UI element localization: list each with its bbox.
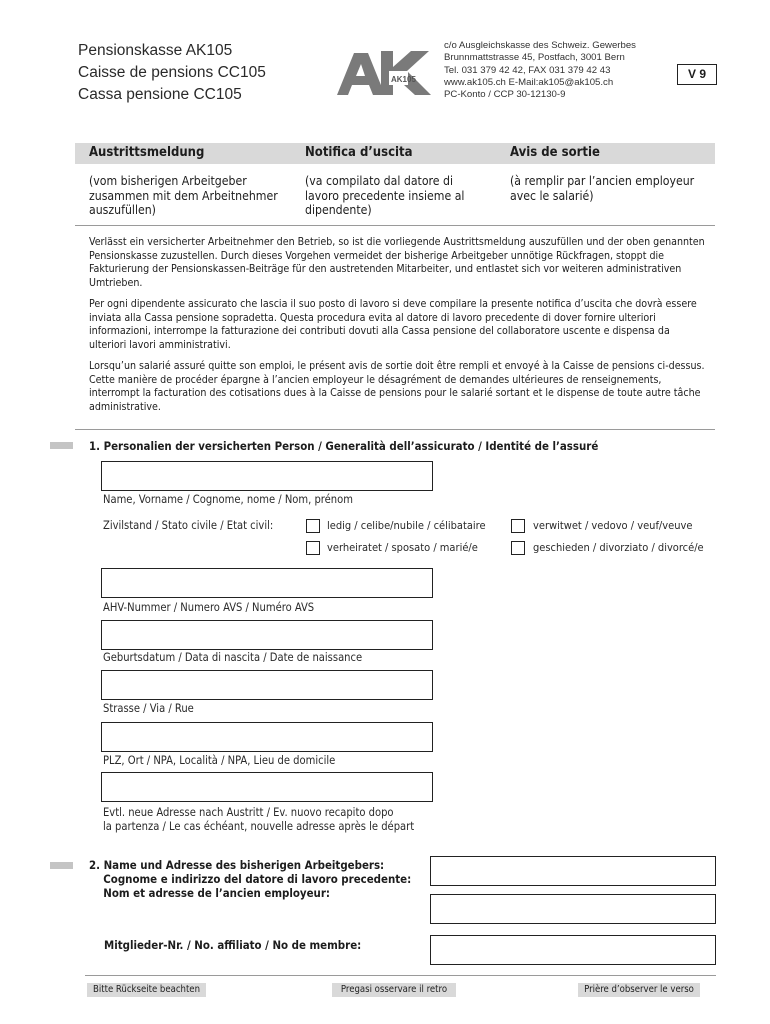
form-code-badge: V 9 bbox=[677, 64, 717, 85]
ahv-number-field[interactable] bbox=[101, 568, 433, 598]
member-number-label: Mitglieder-Nr. / No. affiliato / No de membre: bbox=[104, 938, 362, 952]
married-checkbox[interactable] bbox=[306, 541, 320, 555]
section-marker bbox=[50, 442, 73, 449]
brand-line-fr: Caisse de pensions CC105 bbox=[78, 64, 266, 81]
section-marker bbox=[50, 862, 73, 869]
member-number-field[interactable] bbox=[430, 935, 716, 965]
title-de: Austrittsmeldung bbox=[89, 145, 205, 160]
divorced-label: geschieden / divorziato / divorcé/e bbox=[533, 541, 704, 554]
subtitle-it: (va compilato dal datore di lavoro precedente insieme al dipendente) bbox=[305, 174, 465, 217]
footer-note-de: Bitte Rückseite beachten bbox=[87, 983, 206, 997]
title-it: Notifica d’uscita bbox=[305, 145, 413, 160]
divider bbox=[85, 975, 716, 976]
single-checkbox[interactable] bbox=[306, 519, 320, 533]
employer-field-1[interactable] bbox=[430, 856, 716, 886]
city-label: PLZ, Ort / NPA, Località / NPA, Lieu de domicile bbox=[103, 754, 336, 767]
widowed-label: verwitwet / vedovo / veuf/veuve bbox=[533, 519, 693, 532]
brand-line-de: Pensionskasse AK105 bbox=[78, 42, 233, 59]
city-field[interactable] bbox=[101, 722, 433, 752]
married-label: verheiratet / sposato / marié/e bbox=[327, 541, 478, 554]
street-label: Strasse / Via / Rue bbox=[103, 702, 194, 715]
address-line: Brunnmattstrasse 45, Postfach, 3001 Bern bbox=[444, 52, 625, 64]
birthdate-label: Geburtsdatum / Data di nascita / Date de naissance bbox=[103, 651, 363, 664]
footer-note-fr: Prière d’observer le verso bbox=[578, 983, 700, 997]
section2-heading: 2. Name und Adresse des bisherigen Arbeitgebers: Cognome e indirizzo del datore di lavoro precedente: Nom et adresse de l’ancien employeur: bbox=[89, 858, 412, 901]
ak105-logo bbox=[337, 47, 437, 97]
ahv-number-label: AHV-Nummer / Numero AVS / Numéro AVS bbox=[103, 601, 315, 614]
intro-de: Verlässt ein versicherter Arbeitnehmer den Betrieb, so ist die vorliegende Austrittsmeldung auszufüllen und der oben genannten Pensionskasse zuzustellen. Durch dieses Vorgehen vermeidet der bisherige Arbeitgeber unnötige Rückfragen, stoppt die Fakturierung der Pensionskassen-Beiträge für den austretenden Mitarbeiter, und entlastet sich vor weiteren administrativen Umtrieben. bbox=[89, 236, 705, 289]
logo-text: AK105 bbox=[391, 75, 416, 84]
new-address-label: Evtl. neue Adresse nach Austritt / Ev. nuovo recapito dopo la partenza / Le cas échéant, nouvelle adresse après le départ bbox=[103, 806, 415, 833]
address-line: www.ak105.ch E-Mail:ak105@ak105.ch bbox=[444, 76, 614, 88]
subtitle-fr: (à remplir par l’ancien employeur avec le salarié) bbox=[510, 174, 695, 203]
subtitle-de: (vom bisherigen Arbeitgeber zusammen mit dem Arbeitnehmer auszufüllen) bbox=[89, 174, 278, 217]
divorced-checkbox[interactable] bbox=[511, 541, 525, 555]
birthdate-field[interactable] bbox=[101, 620, 433, 650]
footer-note-it: Pregasi osservare il retro bbox=[332, 983, 456, 997]
widowed-checkbox[interactable] bbox=[511, 519, 525, 533]
civil-status-label: Zivilstand / Stato civile / Etat civil: bbox=[103, 519, 274, 532]
intro-it: Per ogni dipendente assicurato che lascia il suo posto di lavoro si deve compilare la presente notifica d’uscita che dovrà essere inviata alla Cassa pensione sopradetta. Questa procedura evita al datore di lavoro precedente di dover fornire ulteriori informazioni, interrompe la fatturazione dei contributi dovuti alla Cassa pensione del collaboratore uscente e dispensa da ulteriori lavori amministrativi. bbox=[89, 298, 697, 351]
name-field[interactable] bbox=[101, 461, 433, 491]
address-line: Tel. 031 379 42 42, FAX 031 379 42 43 bbox=[444, 64, 611, 76]
divider bbox=[75, 429, 715, 430]
intro-fr: Lorsqu’un salarié assuré quitte son emploi, le présent avis de sortie doit être rempli et envoyé à la Caisse de pensions ci-dessus. Cette manière de procéder épargne à l’ancien employeur le désagrément de demandes ultérieures de renseignements, interrompt la facturation des cotisations dues à la Caisse de pensions pour le salarié sortant et le dispense de toute autre tâche administrative. bbox=[89, 360, 705, 413]
title-fr: Avis de sortie bbox=[510, 145, 600, 160]
brand-line-it: Cassa pensione CC105 bbox=[78, 86, 242, 103]
address-block bbox=[444, 40, 636, 101]
street-field[interactable] bbox=[101, 670, 433, 700]
employer-field-2[interactable] bbox=[430, 894, 716, 924]
divider bbox=[75, 225, 715, 226]
single-label: ledig / celibe/nubile / célibataire bbox=[327, 519, 486, 532]
section1-heading: 1. Personalien der versicherten Person / Generalità dell’assicurato / Identité de l’assuré bbox=[89, 439, 599, 453]
address-line: PC-Konto / CCP 30-12130-9 bbox=[444, 89, 566, 101]
address-line: c/o Ausgleichskasse des Schweiz. Gewerbes bbox=[444, 40, 636, 51]
name-label: Name, Vorname / Cognome, nome / Nom, prénom bbox=[103, 493, 353, 506]
new-address-field[interactable] bbox=[101, 772, 433, 802]
